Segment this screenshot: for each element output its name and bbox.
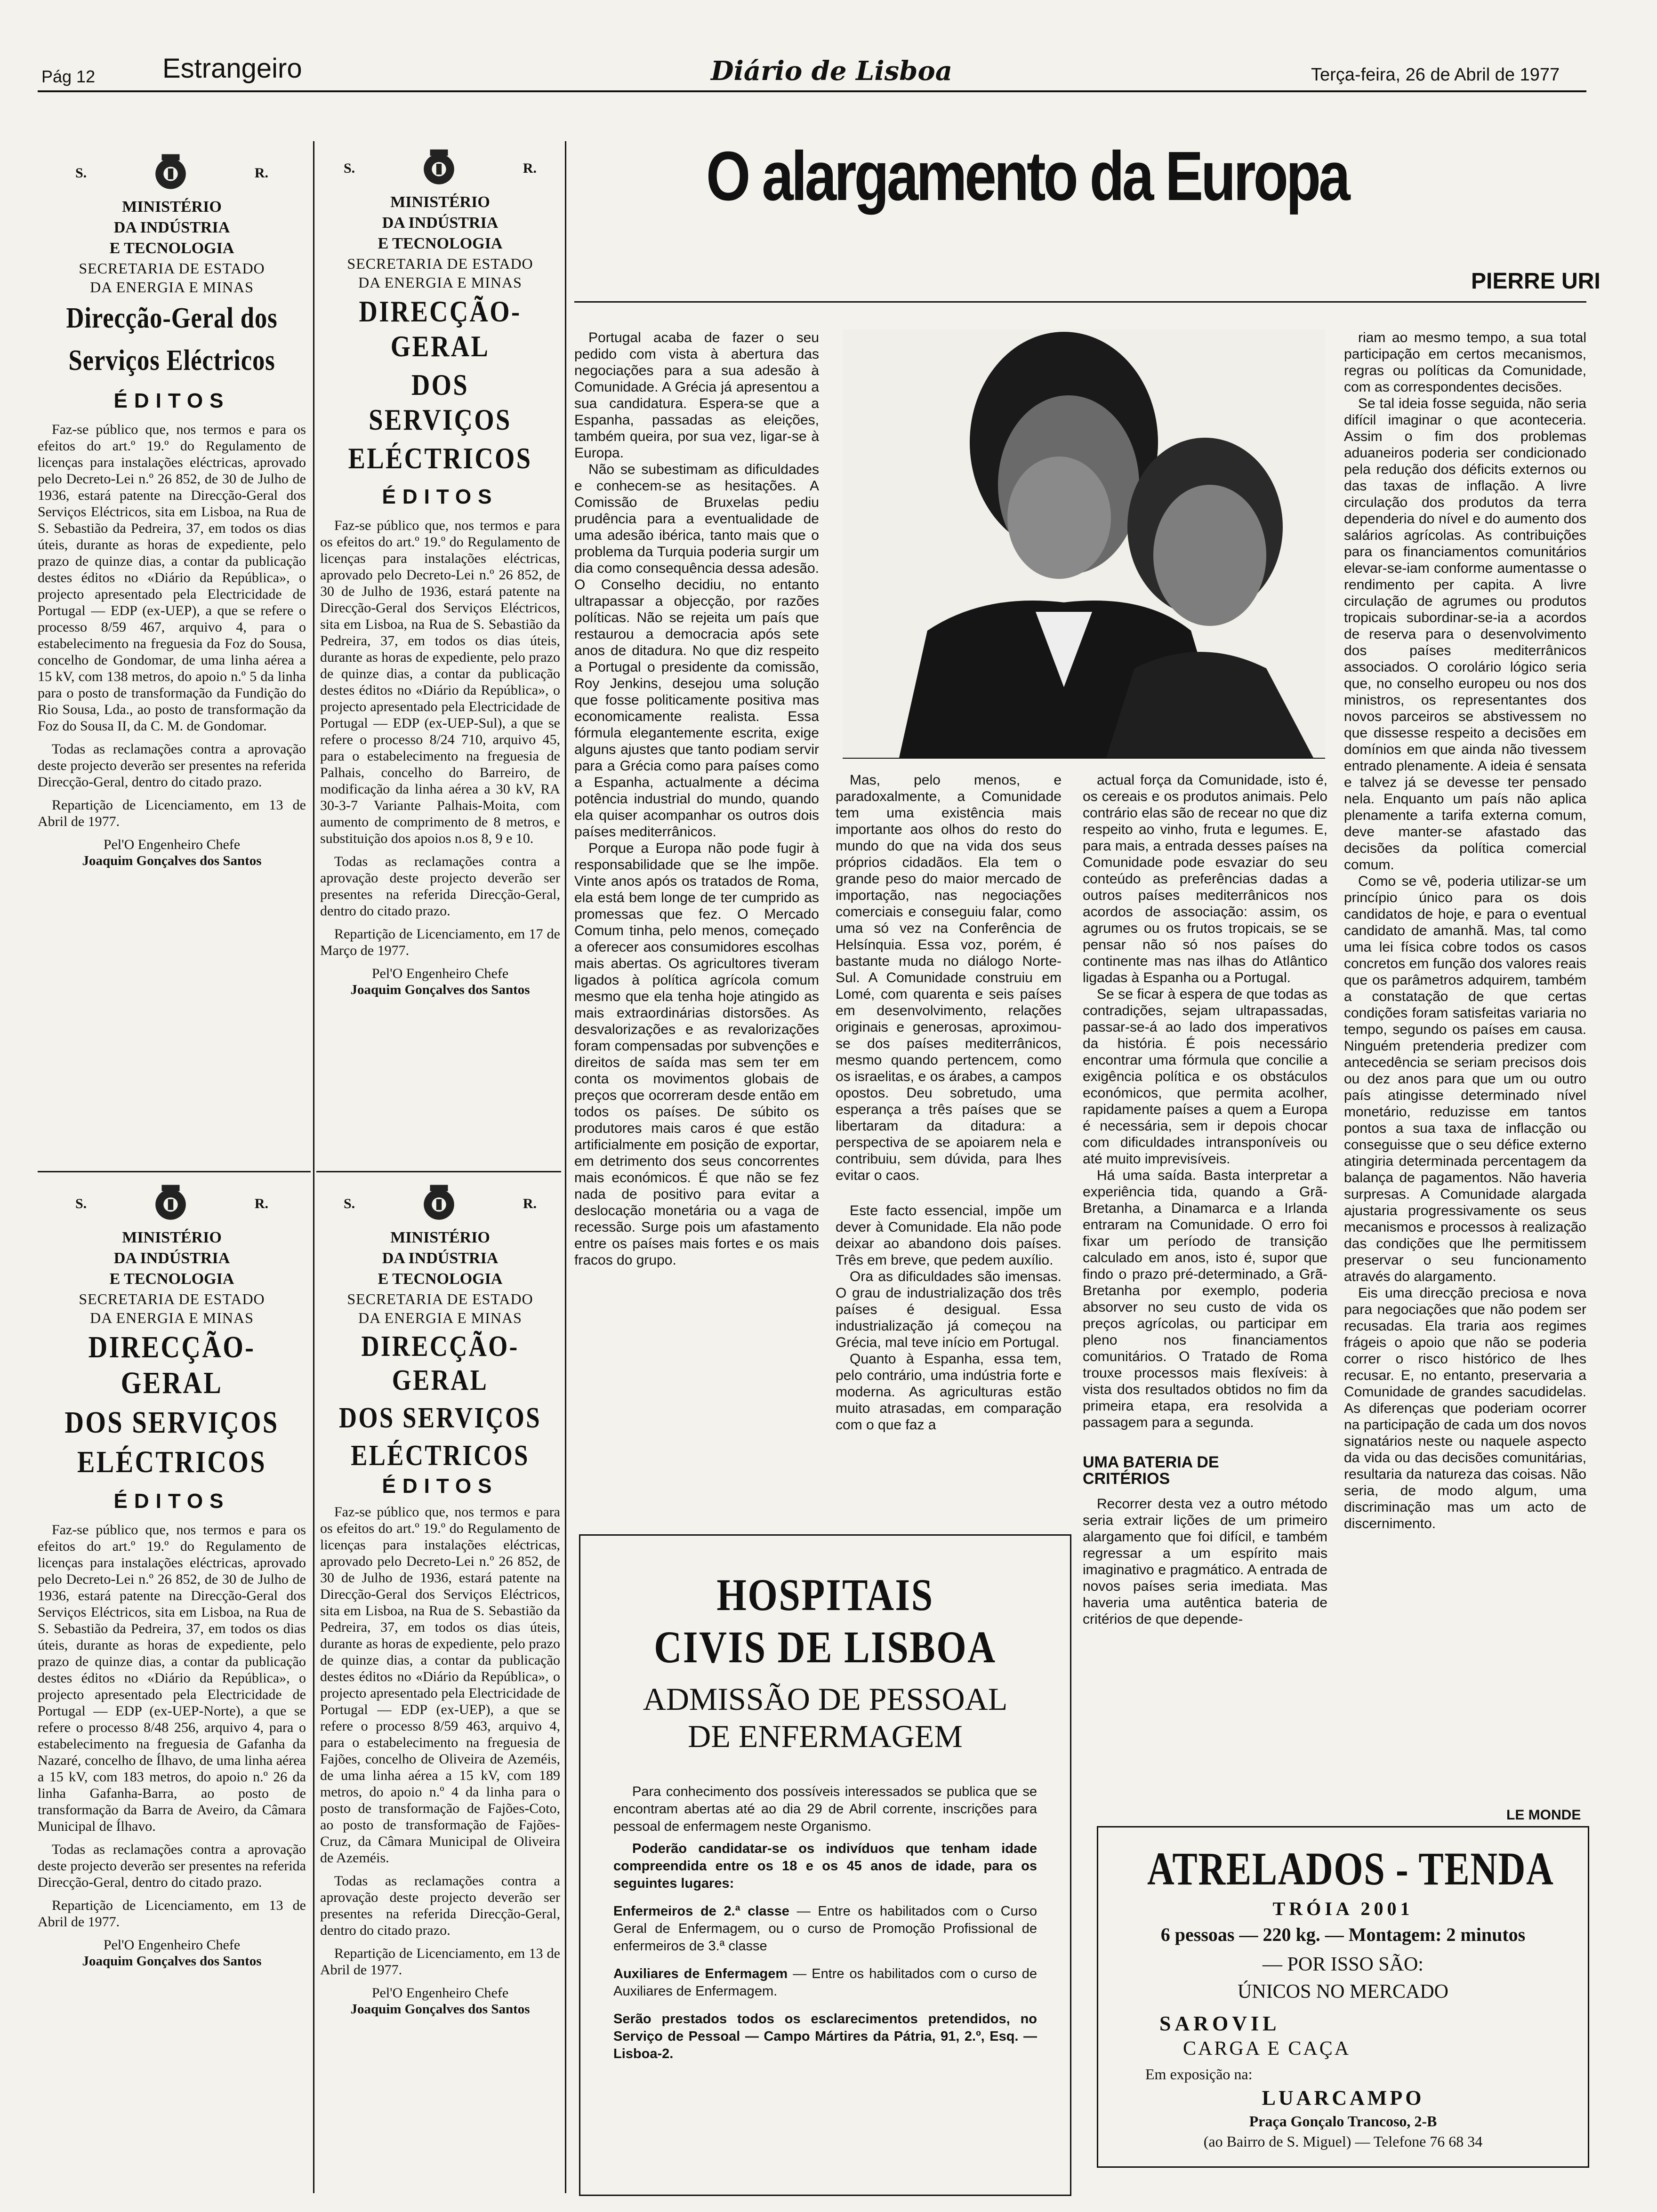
edict-separator: [38, 1171, 311, 1172]
ministry-line: DA INDÚSTRIA: [113, 1250, 230, 1267]
article-paragraph: Como se vê, poderia utilizar-se um princípio único para os dois candidatos de hoje, e para o eventual candidato de amanhã. Mas, tal como uma lei física cobre todos os casos concretos em função dos valores reais que os parâmetros adquirem, também a constatação de que certas condições foram satisfeitas variaria no tempo, segundo os países em causa. Ninguém pretenderia predizer com antecedência se seriam precisos dois ou dez anos para que um ou outro país atingisse determinado nível monetário, reduzisse em tantos pontos a sua taxa de inflacção ou conseguisse que o seu défice externo atingiria determinada percentagem da balança de pagamentos. Não haveria surpresas. A Comunidade alargada ajustaria progressivamente os seus mecanismos e processos à realização das condições que lhe permitissem preservar o seu funcionamento através do alargamento.: [1344, 874, 1586, 1284]
article-paragraph: Quanto à Espanha, essa tem, pelo contrário, uma indústria forte e moderna. As agriculturas estão muito atrasadas, em comparação com o que faz a: [836, 1351, 1062, 1433]
ad-phone: (ao Bairro de S. Miguel) — Telefone 76 68 34: [1203, 2133, 1483, 2150]
ad-paragraph: Poderão candidatar-se os indivíduos que tenham idade compreendida entre os 18 e os 45 anos de idade, para os seguintes lugares:: [613, 1841, 1037, 1891]
article-author: PIERRE URI: [1471, 269, 1601, 294]
edict-date: Repartição de Licenciamento, em 17 de Março de 1977.: [320, 926, 560, 958]
edict-r: R.: [523, 160, 537, 176]
ministry-line: E TECNOLOGIA: [378, 1270, 503, 1288]
edict-date: Repartição de Licenciamento, em 13 de Abril de 1977.: [38, 797, 306, 829]
directorate-title: DIRECÇÃO-GERAL: [359, 295, 522, 363]
editos-heading: ÉDITOS: [113, 389, 230, 412]
edict-claims: Todas as reclamações contra a aprovação deste projecto deverão ser presentes na referida Direcção-Geral, dentro do citado prazo.: [320, 1873, 560, 1938]
edict-r: R.: [254, 1195, 268, 1211]
secretary-line: SECRETARIA DE ESTADO: [347, 1290, 533, 1307]
signer-title: Pel'O Engenheiro Chefe: [371, 966, 509, 981]
ad-line: ÚNICOS NO MERCADO: [1237, 1981, 1449, 2003]
directorate-title: ELÉCTRICOS: [351, 1440, 530, 1472]
ad-item-text: — Entre os habilitados com o Curso Geral de Enfermagem, ou o curso de Promoção Profissional de enfermeiros de 3.ª classe: [613, 1904, 1037, 1954]
ad-address: Praça Gonçalo Trancoso, 2-B: [1249, 2113, 1437, 2130]
article-paragraph: Se se ficar à espera de que todas as contradições, sejam ultrapassadas, passar-se-á ao lado dos imperativos da história. É pois necessário encontrar uma fórmula que concilie a exigência política e os obstáculos económicos, que permita acolher, rapidamente países a quem a Europa é necessária, sem ir depois chocar com dificuldades intransponíveis ou até muito imprevisíveis.: [1083, 986, 1327, 1167]
coat-of-arms-icon: [148, 151, 193, 195]
secretary-line: DA ENERGIA E MINAS: [358, 274, 522, 291]
edict-body: Faz-se público que, nos termos e para os efeitos do art.º 19.º do Regulamento de licenças para instalações eléctricas, aprovado pelo Decreto-Lei n.º 26 852, de 30 de Julho de 1936, estará patente na Direcção-Geral dos Serviços Eléctricos, sita em Lisboa, na Rua de S. Sebastião da Pedreira, 37, em todos os dias úteis, durante as horas de expediente, pelo prazo de quinze dias, a contar da publicação destes éditos no «Diário da República», o projecto apresentado pela Electricidade de Portugal — EDP (ex-UEP), a que se refere o processo 8/59 467, arquivo 4, para o estabelecimento na freguesia da Foz do Sousa, concelho de Gondomar, de uma linha aérea a 15 kV, com 138 metros, do apoio n.º 5 da linha para o posto de transformação da Fundição do Rio Sousa, Lda., ao posto de transformação da Foz do Sousa II, da C. M. de Gondomar.: [38, 422, 306, 734]
ad-brand-sub: CARGA E CAÇA: [1183, 2038, 1351, 2060]
secretary-line: SECRETARIA DE ESTADO: [79, 1290, 265, 1307]
article-paragraph: riam ao mesmo tempo, a sua total participação em certos mecanismos, regras ou políticas da Comunidade, com as correspondentes decisões.: [1344, 330, 1586, 395]
edict-body: Faz-se público que, nos termos e para os efeitos do art.º 19.º do Regulamento de licenças para instalações eléctricas, aprovado pelo Decreto-Lei n.º 26 852, de 30 de Julho de 1936, estará patente na Direcção-Geral dos Serviços Eléctricos, sita em Lisboa, na Rua de S. Sebastião da Pedreira, 37, em todos os dias úteis, durante as horas de expediente, pelo prazo de quinze dias, a contar da publicação destes éditos no «Diário da República», o projecto apresentado pela Electricidade de Portugal — EDP (ex-UEP-Sul), a que se refere o processo 8/24 710, arquivo 45, para o estabelecimento na freguesia de Palhais, concelho do Barreiro, de modificação da linha aérea a 30 kV, RA 30-3-7 Variante Palhais-Moita, com aumento de comprimento de 8 metros, e substituição dos apoios n.os 8, 9 e 10.: [320, 518, 560, 846]
secretary-line: DA ENERGIA E MINAS: [90, 279, 254, 296]
column-divider: [313, 141, 314, 2193]
edict-date: Repartição de Licenciamento, em 13 de Abril de 1977.: [320, 1946, 560, 1978]
section-name: Estrangeiro: [162, 53, 302, 84]
ministry-line: MINISTÉRIO: [122, 1229, 222, 1246]
coat-of-arms-icon: [417, 146, 461, 191]
ministry-line: MINISTÉRIO: [122, 198, 222, 216]
article-column-2: [836, 772, 1062, 1433]
article-paragraph: Mas, pelo menos, e paradoxalmente, a Comunidade tem uma existência mais importante aos olhos do resto do mundo do que na vida dos seus próprios cidadãos. Ela tem o grande peso do maior mercado de importação, nas negociações comerciais e conseguiu falar, como uma só vez na Conferência de Helsínquia. Essa voz, porém, é bastante muda no diálogo Norte-Sul. A Comunidade construiu em Lomé, com quarenta e seis países em desenvolvimento, relações originais e generosas, aproximou-se dos países mediterrânicos, mesmo quando pertencem, como os israelitas, e os árabes, a campos opostos. Deu sobretudo, uma esperança a três países que se libertaram da ditadura: a perspectiva de se apoiarem nela e contribuiu, sem dúvida, para lhes evitar o caos.: [836, 772, 1062, 1183]
column-divider: [565, 141, 566, 2193]
signer-name: Joaquim Gonçalves dos Santos: [82, 853, 262, 868]
ad-title: ATRELADOS - TENDA: [1147, 1843, 1554, 1895]
article-paragraph: Recorrer desta vez a outro método seria extrair lições de um primeiro alargamento que foi difícil, e também regressar a um espírito mais imaginativo e pragmático. A entrada de novos países seria imediata. Mas haveria uma autêntica bateria de critérios de que depende-: [1083, 1496, 1327, 1627]
ad-item-label: Enfermeiros de 2.ª classe: [613, 1904, 789, 1919]
ministry-line: DA INDÚSTRIA: [382, 214, 499, 232]
edict-2: [320, 146, 560, 998]
signer-title: Pel'O Engenheiro Chefe: [103, 837, 241, 852]
masthead: Diário de Lisboa: [711, 56, 952, 87]
ad-paragraph: Para conhecimento dos possíveis interessados se publica que se encontram abertas até ao dia 29 de Abril corrente, inscrições para pessoal de enfermagem neste Organismo.: [613, 1784, 1037, 1834]
edict-s: S.: [344, 160, 355, 176]
ministry-line: E TECNOLOGIA: [378, 235, 503, 252]
signer-name: Joaquim Gonçalves dos Santos: [350, 2002, 530, 2017]
edict-r: R.: [254, 165, 268, 181]
edict-s: S.: [75, 165, 87, 181]
edict-3: [38, 1181, 306, 1969]
directorate-title: DIRECÇÃO-GERAL: [88, 1330, 256, 1400]
edict-r: R.: [523, 1195, 537, 1211]
subheading: CRITÉRIOS: [1083, 1470, 1170, 1488]
ad-brand: SAROVIL: [1159, 2012, 1280, 2035]
secretary-line: SECRETARIA DE ESTADO: [347, 255, 533, 272]
article-paragraph: Porque a Europa não pode fugir à responsabilidade que se lhe impõe. Vinte anos após os tratados de Roma, ela está bem longe de ter cumprido as promessas que fez. O Mercado Comum tinha, pelo menos, começado a oferecer aos consumidores escolhas mais abertas. Os agricultores tiveram ligados à política agrícola comum mesmo que ela tenha hoje atingido as mais extraordinárias distorsões. As desvalorizações e as revalorizações foram compensadas por subvenções e direitos de saída mas sem ter em conta os movimentos globais de preços que ocorreram desde então em todos os países. De súbito os produtores mais caros é que estão artificialmente em posição de exportar, em detrimento dos seus concorrentes mais económicos. É que não se fez nada de positivo para evitar a deslocação monetária ou a vaga de recessão. Surge pois um afastamento entre os países mais fortes e os mais fracos do grupo.: [574, 841, 819, 1268]
article-source: LE MONDE: [1506, 1807, 1581, 1823]
edict-body: Faz-se público que, nos termos e para os efeitos do art.º 19.º do Regulamento de licenças para instalações eléctricas, aprovado pelo Decreto-Lei n.º 26 852, de 30 de Julho de 1936, estará patente na Direcção-Geral dos Serviços Eléctricos, sita em Lisboa, na Rua de S. Sebastião da Pedreira, 37, em todos os dias úteis, durante as horas de expediente, pelo prazo de quinze dias, a contar da publicação destes éditos no «Diário da República», o projecto apresentado pela Electricidade de Portugal — EDP (ex-UEP-Norte), a que se refere o processo 8/48 256, arquivo 4, para o estabelecimento na freguesia de Gafanha da Nazaré, concelho de Ílhavo, de uma linha aérea a 15 kV, com 183 metros, do apoio n.º 26 da linha Gafanha-Barra, ao posto de transformação da Barra de Aveiro, da Câmara Municipal de Ílhavo.: [38, 1522, 306, 1834]
ad-subtitle: DE ENFERMAGEM: [688, 1718, 963, 1754]
ad-title: HOSPITAIS: [716, 1570, 934, 1620]
article-column-3: [1083, 772, 1327, 1627]
title-rule: [574, 301, 1586, 303]
article-paragraph: actual força da Comunidade, isto é, os cereais e os produtos animais. Pelo contrário elas são de recear no que diz respeito ao vinho, fruta e legumes. E, para mais, a entrada desses países na Comunidade pode esvaziar do seu conteúdo as preferências dadas a outros países mediterrânicos nos acordos de associação: assim, os agrumes ou os frutos tropicais, se se pensar não só nos países do continente mas nas ilhas do Atlântico ligadas à Espanha ou a Portugal.: [1083, 772, 1327, 986]
article-paragraph: Eis uma direcção preciosa e nova para negociações que não podem ser recusadas. Ela traria aos regimes frágeis o apoio que não se poderia correr o risco histórico de lhes recusar. E, no entanto, preservaria a Comunidade de grandes sacudidelas. As diferenças que poderiam ocorrer na participação de cada um dos novos signatários neste ou naquele aspecto da vida ou das decisões comunitárias, resultaria da natureza das coisas. Não seria, de modo algum, uma discriminação mas um acto de discernimento.: [1344, 1285, 1586, 1531]
page-number: Pág 12: [41, 67, 96, 86]
article-paragraph: Há uma saída. Basta interpretar a experiência tida, quando a Grã-Bretanha, a Dinamarca e a Irlanda entraram na Comunidade. O erro foi fixar um período de transição calculado em anos, isto é, supor que findo o prazo pré-determinado, a Grã-Bretanha por exemplo, poderia absorver no seu custo de vida os preços agrícolas, ou participar em pleno nos financiamentos comunitários. O Tratado de Roma trouxe processos mais flexíveis: à vista dos resultados obtidos no fim da primeira etapa, era resolvida a passagem para a segunda.: [1083, 1168, 1327, 1430]
edict-claims: Todas as reclamações contra a aprovação deste projecto deverão ser presentes na referida Direcção-Geral, dentro do citado prazo.: [38, 1842, 306, 1890]
article-paragraph: Não se subestimam as dificuldades e conhecem-se as hesitações. A Comissão de Bruxelas pediu prudência para a eventualidade de uma adesão ibérica, tanto mais que o problema da Turquia poderia surgir um dia como consequência dessa adesão. O Conselho decidiu, no entanto ultrapassar a objecção, por razões políticas. Não se rejeita um país que restaurou a democracia após sete anos de ditadura. No que diz respeito a Portugal o presidente da comissão, Roy Jenkins, desejou uma solução que fosse politicamente positiva mas economicamente realista. Essa fórmula elegantemente escrita, exige alguns ajustes que tanto podiam servir para a Grécia como para países como a Espanha, actualmente a décima potência industrial do mundo, quando ela quiser acompanhar os outros dois países mediterrânicos.: [574, 462, 819, 840]
edict-claims: Todas as reclamações contra a aprovação deste projecto deverão ser presentes na referida Direcção-Geral, dentro do citado prazo.: [320, 854, 560, 919]
article-column-4: [1344, 329, 1586, 1532]
ad-title: CIVIS DE LISBOA: [654, 1622, 997, 1672]
signer-title: Pel'O Engenheiro Chefe: [103, 1937, 241, 1953]
ad-atrelados: [1097, 1826, 1589, 2168]
directorate-title: DOS SERVIÇOS: [369, 368, 512, 436]
ministry-line: MINISTÉRIO: [390, 193, 490, 211]
subheading: UMA BATERIA DE: [1083, 1453, 1219, 1471]
signer-name: Joaquim Gonçalves dos Santos: [82, 1954, 262, 1969]
article-column-1: [574, 329, 819, 1268]
directorate-title: Direcção-Geral dos: [66, 302, 278, 334]
ad-item-label: Auxiliares de Enfermagem: [613, 1966, 788, 1981]
ministry-line: DA INDÚSTRIA: [113, 219, 230, 236]
edict-1: [38, 151, 306, 869]
ad-paragraph: Serão prestados todos os esclarecimentos pretendidos, no Serviço de Pessoal — Campo Mártires da Pátria, 91, 2.º, Esq. — Lisboa-2.: [613, 2012, 1037, 2061]
edict-4: [320, 1181, 560, 2017]
edict-separator: [316, 1171, 561, 1172]
edict-claims: Todas as reclamações contra a aprovação deste projecto deverão ser presentes na referida Direcção-Geral, dentro do citado prazo.: [38, 741, 306, 790]
secretary-line: DA ENERGIA E MINAS: [358, 1309, 522, 1326]
edict-body: Faz-se público que, nos termos e para os efeitos do art.º 19.º do Regulamento de licenças para instalações eléctricas, aprovado pelo Decreto-Lei n.º 26 852, de 30 de Julho de 1936, estará patente na Direcção-Geral dos Serviços Eléctricos, sita em Lisboa, na Rua de S. Sebastião da Pedreira, 37, em todos os dias úteis, durante as horas de expediente, pelo prazo de quinze dias, a contar da publicação destes éditos no «Diário da República», o projecto apresentado pela Electricidade de Portugal — EDP (ex-UEP), a que se refere o processo 8/59 463, arquivo 4, para o estabelecimento na freguesia de Fajões, concelho de Oliveira de Azeméis, de uma linha aérea a 15 kV, com 189 metros, do apoio n.º 4 da linha para o posto de transformação de Fajões-Coto, ao posto de transformação de Fajões-Cruz, da Câmara Municipal de Oliveira de Azeméis.: [320, 1504, 560, 1866]
ministry-line: DA INDÚSTRIA: [382, 1250, 499, 1267]
signer-name: Joaquim Gonçalves dos Santos: [350, 982, 530, 997]
ministry-line: E TECNOLOGIA: [109, 1270, 234, 1288]
article-paragraph: Este facto essencial, impõe um dever à Comunidade. Ela não pode deixar ao abandono dois países. Três em breve, que pedem auxílio.: [836, 1203, 1062, 1268]
ad-model: TRÓIA 2001: [1272, 1898, 1414, 1919]
edict-s: S.: [75, 1195, 87, 1211]
directorate-title: ELÉCTRICOS: [77, 1445, 266, 1479]
ad-store: LUARCAMPO: [1262, 2086, 1424, 2109]
editos-heading: ÉDITOS: [382, 485, 499, 508]
ad-specs: 6 pessoas — 220 kg. — Montagem: 2 minutos: [1160, 1924, 1526, 1945]
secretary-line: DA ENERGIA E MINAS: [90, 1309, 254, 1326]
article-title: O alargamento da Europa: [706, 137, 1348, 215]
ministry-line: E TECNOLOGIA: [109, 240, 234, 257]
article-paragraph: Ora as dificuldades são imensas. O grau de industrialização dos três países é desigual. Essa industrialização já começou na Grécia, mal teve início em Portugal.: [836, 1269, 1062, 1350]
ad-subtitle: ADMISSÃO DE PESSOAL: [643, 1681, 1008, 1717]
directorate-title: DOS SERVIÇOS: [339, 1402, 541, 1434]
header-rule: [38, 90, 1586, 92]
ad-item-text: — Entre os habilitados com o curso de Auxiliares de Enfermagem.: [613, 1966, 1038, 1999]
article-paragraph: Portugal acaba de fazer o seu pedido com vista à abertura das negociações para a sua adesão à Comunidade. A Grécia já apresentou a sua candidatura. Espera-se que a Espanha, passadas as eleições, também queira, por sua vez, ligar-se à Europa.: [574, 330, 819, 461]
edict-date: Repartição de Licenciamento, em 13 de Abril de 1977.: [38, 1898, 306, 1930]
issue-date: Terça-feira, 26 de Abril de 1977: [1311, 65, 1560, 85]
editos-heading: ÉDITOS: [113, 1490, 230, 1513]
directorate-title: Serviços Eléctricos: [68, 345, 275, 377]
coat-of-arms-icon: [417, 1181, 461, 1226]
signer-title: Pel'O Engenheiro Chefe: [371, 1985, 509, 2001]
edict-s: S.: [344, 1195, 355, 1211]
coat-of-arms-icon: [148, 1181, 193, 1226]
directorate-title: DIRECÇÃO-GERAL: [361, 1330, 519, 1396]
secretary-line: SECRETARIA DE ESTADO: [79, 260, 265, 277]
ad-line: — POR ISSO SÃO:: [1263, 1954, 1424, 1975]
directorate-title: ELÉCTRICOS: [348, 441, 532, 475]
ad-hospitais: [579, 1534, 1071, 2196]
article-paragraph: Se tal ideia fosse seguida, não seria difícil imaginar o que aconteceria. Assim o fim dos problemas aduaneiros poderia ser condicionado pela redução dos déficits externos ou das taxas de inflação. A livre circulação dos produtos da terra dependeria do nível e do aumento dos salários agrícolas. As contribuições para os financiamentos comunitários elevar-se-iam conforme aumentasse o rendimento per capita. A livre circulação de agrumes ou produtos tropicais subordinar-se-ia a acordos de reserva para o desenvolvimento dos países mediterrânicos associados. O corolário lógico seria que, no conselho europeu ou nos dos ministros, os representantes dos novos parceiros se abstivessem no que dissesse respeito a decisões em domínios em que ainda não tivessem entrado plenamente. A ideia é sensata e talvez já se devesse ter pensado nela. Enquanto um país não aplica plenamente a tarifa externa comum, deve manter-se afastado das decisões da política comercial comum.: [1344, 396, 1586, 873]
photo-frame-rule: [843, 758, 1325, 759]
ministry-line: MINISTÉRIO: [390, 1229, 490, 1246]
directorate-title: DOS SERVIÇOS: [64, 1405, 279, 1440]
ad-expo: Em exposição na:: [1145, 2066, 1253, 2083]
photo-two-men: [843, 329, 1325, 758]
editos-heading: ÉDITOS: [382, 1475, 499, 1498]
